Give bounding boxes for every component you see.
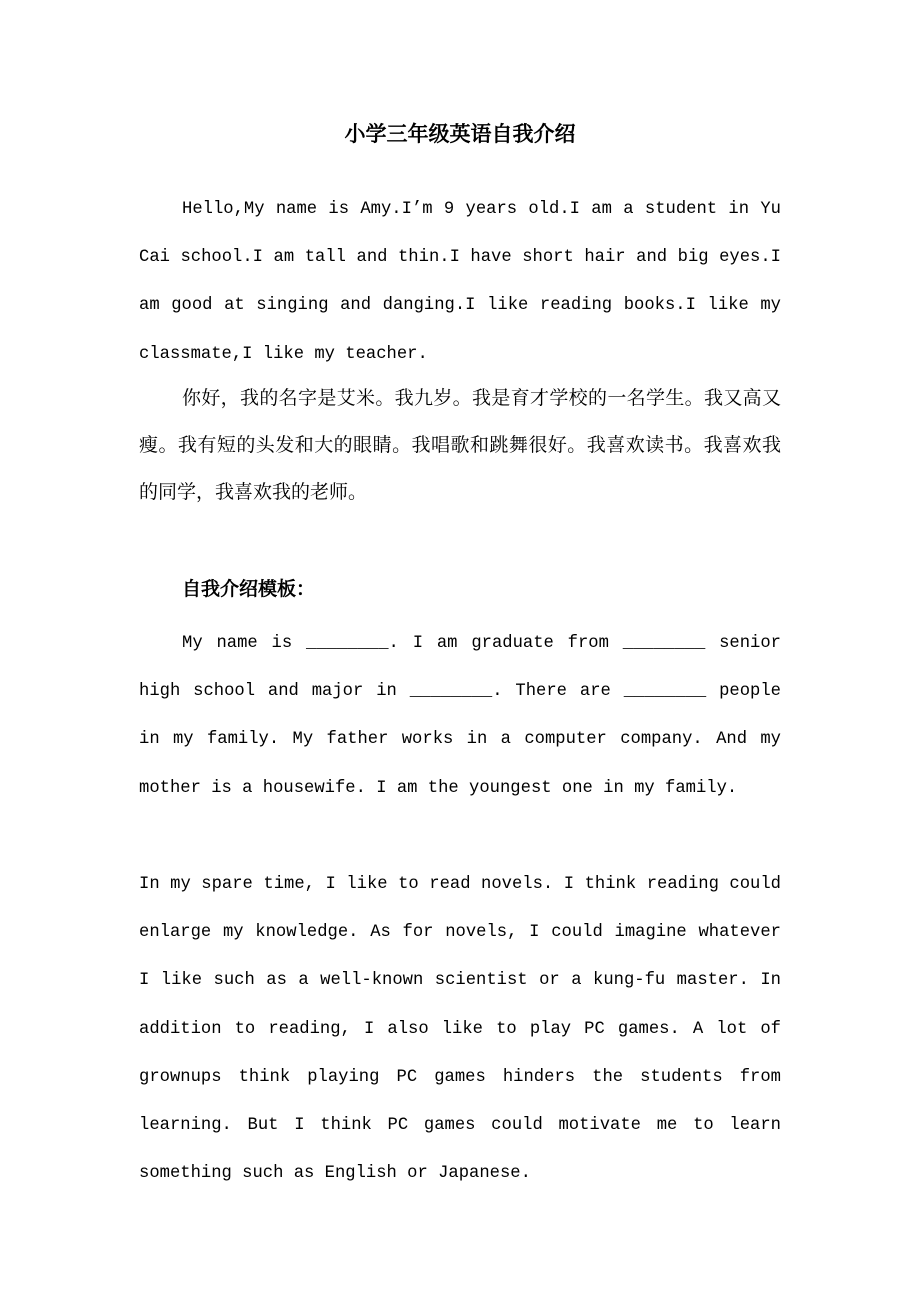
intro-english-paragraph: Hello,My name is Amy.I’m 9 years old.I am a student in Yu Cai school.I am tall and thin.I have short hair and big eyes.I am good at singing and danging.I like reading books.I like my classmate,I like my teacher. — [139, 200, 781, 364]
template-paragraph-2: In my spare time, I like to read novels. I think reading could enlarge my knowledge. As for novels, I could imagine whatever I like such as a well-known scientist or a kung-fu master. In addition to reading, I also like to play PC games. A lot of grownups think playing PC games hinders the students from learning. But I think PC games could motivate me to learn something such as English or Japanese. — [139, 875, 781, 1184]
template-heading: 自我介绍模板： — [182, 578, 316, 600]
template-paragraph-1: My name is ________. I am graduate from ________ senior high school and major in ________. There are ________ people in my family. My father works in a computer company. And my mother is a housewife. I am the youngest one in my family. — [139, 634, 781, 798]
intro-chinese-paragraph: 你好，我的名字是艾米。我九岁。我是育才学校的一名学生。我又高又瘦。我有短的头发和大的眼睛。我唱歌和跳舞很好。我喜欢读书。我喜欢我的同学，我喜欢我的老师。 — [139, 387, 781, 503]
page-title: 小学三年级英语自我介绍 — [344, 121, 576, 146]
